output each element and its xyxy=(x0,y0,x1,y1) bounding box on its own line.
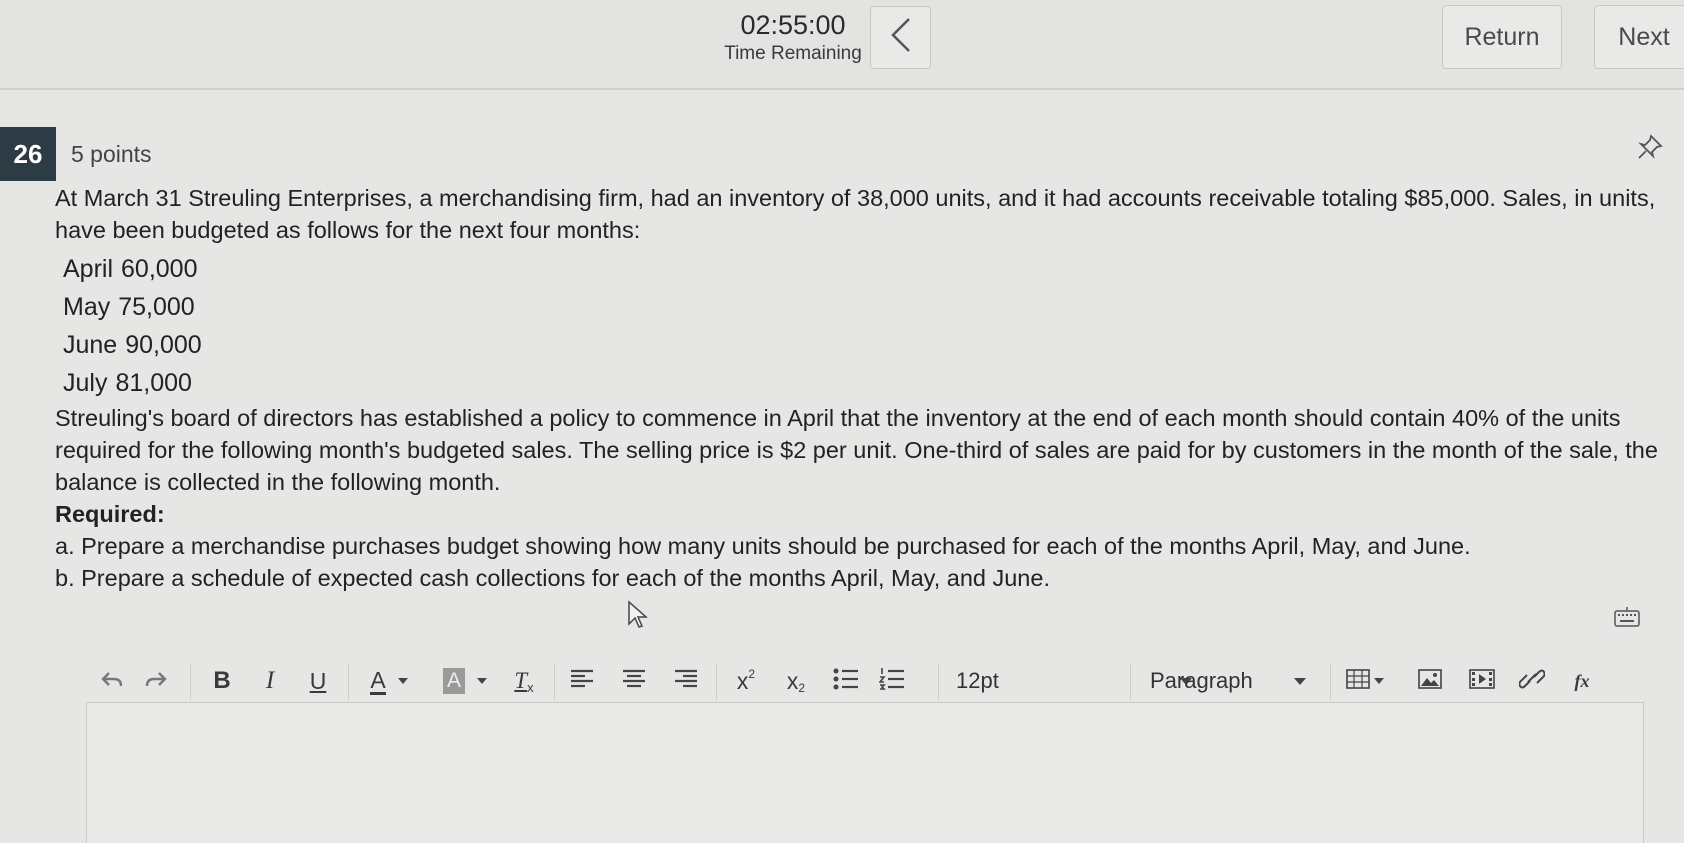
question-number: 26 xyxy=(0,127,56,181)
sales-units: 81,000 xyxy=(115,369,192,397)
return-button[interactable]: Return xyxy=(1442,5,1562,69)
chevron-left-icon xyxy=(890,17,912,58)
text-color-button[interactable] xyxy=(354,656,424,706)
question-body xyxy=(55,182,1675,594)
align-center-icon xyxy=(622,668,646,695)
insert-link-button[interactable] xyxy=(1512,656,1552,706)
font-size-value: 12pt xyxy=(956,668,999,693)
clear-formatting-button[interactable] xyxy=(504,656,544,706)
toolbar-divider xyxy=(554,664,555,700)
mouse-pointer-icon xyxy=(627,600,649,635)
italic-button[interactable]: I xyxy=(265,667,275,694)
redo-button[interactable] xyxy=(136,656,176,706)
sales-month: July xyxy=(63,369,108,397)
align-right-button[interactable] xyxy=(666,656,706,706)
pin-icon[interactable] xyxy=(1636,133,1664,166)
editor-toolbar xyxy=(84,656,1644,706)
underline-button[interactable]: U xyxy=(309,667,327,694)
insert-formula-button[interactable]: fx xyxy=(1574,670,1590,691)
chevron-down-icon xyxy=(1294,678,1306,685)
image-icon xyxy=(1418,669,1442,694)
keyboard-icon[interactable] xyxy=(1614,606,1640,633)
timer-label: Time Remaining xyxy=(724,43,862,64)
superscript-button[interactable] xyxy=(726,656,766,706)
subscript-mark: 2 xyxy=(798,681,806,695)
toolbar-divider xyxy=(1330,664,1331,700)
clear-formatting-sub: x xyxy=(527,679,534,695)
align-center-button[interactable] xyxy=(614,656,654,706)
subscript-button[interactable] xyxy=(776,656,816,706)
block-format-select[interactable] xyxy=(1150,662,1310,700)
toolbar-divider xyxy=(348,664,349,700)
text-color-icon: A xyxy=(370,666,386,693)
undo-button[interactable] xyxy=(92,656,132,706)
insert-media-button[interactable] xyxy=(1462,656,1502,706)
subscript-icon: x xyxy=(786,667,799,694)
chevron-down-icon xyxy=(477,678,487,684)
toolbar-divider xyxy=(190,664,191,700)
align-right-icon xyxy=(674,668,698,695)
timer xyxy=(722,10,864,65)
sales-month: June xyxy=(63,331,118,359)
list-item xyxy=(63,364,1675,402)
required-label: Required: xyxy=(55,501,165,527)
table-icon xyxy=(1346,669,1370,694)
sales-units: 75,000 xyxy=(118,293,195,321)
toolbar-divider xyxy=(938,664,939,700)
next-button[interactable]: Next xyxy=(1594,5,1684,69)
requirement-b: b. Prepare a schedule of expected cash collections for each of the months April, May, and June. xyxy=(55,565,1050,591)
requirement-a: a. Prepare a merchandise purchases budget showing how many units should be purchased for each of the months April, May, and June. xyxy=(55,533,1471,559)
collapse-timer-button[interactable] xyxy=(870,6,931,69)
link-icon xyxy=(1519,667,1545,696)
background-color-icon: A xyxy=(443,668,465,694)
chevron-down-icon xyxy=(398,678,408,684)
superscript-icon: x xyxy=(736,667,749,694)
align-left-icon xyxy=(570,668,594,695)
question-points: 5 points xyxy=(71,141,152,167)
question-intro: At March 31 Streuling Enterprises, a merchandising firm, had an inventory of 38,000 units, and it had accounts receivable totaling $85,000. Sales, in units, have been budgeted as follows for the next four months: xyxy=(55,185,1656,243)
sales-month: April xyxy=(63,255,114,283)
media-icon xyxy=(1469,669,1495,694)
sales-units: 90,000 xyxy=(125,331,202,359)
superscript-mark: 2 xyxy=(748,667,756,681)
table-button[interactable] xyxy=(1340,656,1390,706)
list-item xyxy=(63,288,1675,326)
redo-icon xyxy=(144,669,168,694)
top-bar xyxy=(0,0,1684,90)
block-format-value: Paragraph xyxy=(1150,668,1253,693)
clear-formatting-icon: T xyxy=(514,668,528,693)
answer-editor[interactable] xyxy=(86,702,1644,843)
background-color-button[interactable] xyxy=(430,656,500,706)
list-item xyxy=(63,326,1675,364)
undo-icon xyxy=(100,669,124,694)
numbered-list-button[interactable] xyxy=(872,656,912,706)
chevron-down-icon xyxy=(1374,678,1384,684)
sales-list xyxy=(63,250,1675,402)
bold-button[interactable]: B xyxy=(213,667,231,694)
sales-units: 60,000 xyxy=(121,255,198,283)
bullet-list-button[interactable] xyxy=(826,656,866,706)
sales-month: May xyxy=(63,293,111,321)
timer-value: 02:55:00 xyxy=(740,10,846,40)
align-left-button[interactable] xyxy=(562,656,602,706)
numbered-list-icon xyxy=(879,667,905,696)
toolbar-divider xyxy=(716,664,717,700)
toolbar-divider xyxy=(1130,664,1131,700)
list-item xyxy=(63,250,1675,288)
question-policy: Streuling's board of directors has established a policy to commence in April that the inventory at the end of each month should contain 40% of the units required for the following month's budgeted sales. The selling price is $2 per unit. One-third of sales are paid for by customers in the month of the sale, the balance is collected in the following month. xyxy=(55,405,1658,495)
insert-image-button[interactable] xyxy=(1410,656,1450,706)
bullet-list-icon xyxy=(833,667,859,696)
